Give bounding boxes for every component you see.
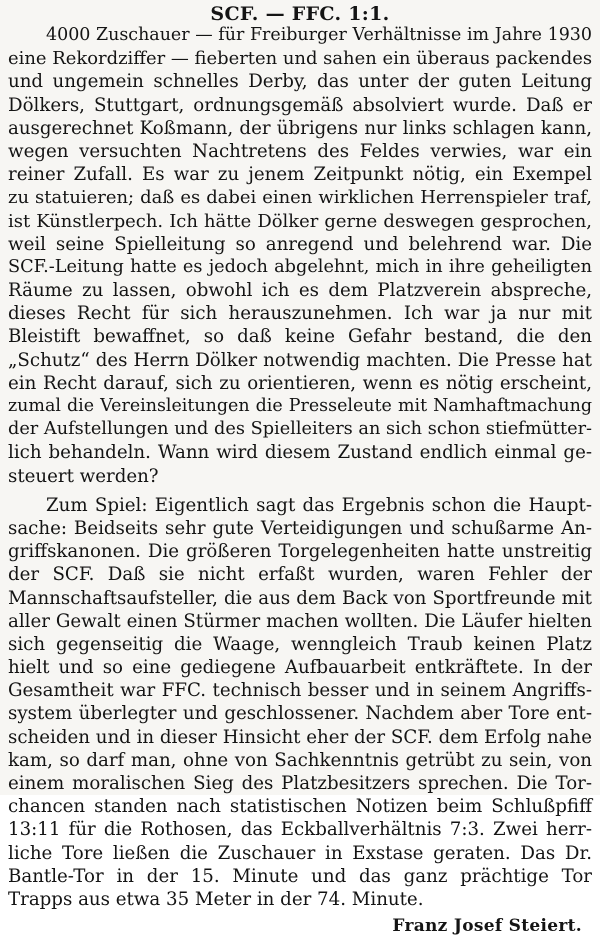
text-line: 4000 Zuschauer — für Freiburger Verhältnisse im Jahre 1930	[46, 25, 592, 45]
text-line: SCF.-Leitung hatte es jedoch abgelehnt, mich in ihre geheiligten	[8, 256, 592, 277]
text-line: kam, so darf man, ohne von Sachkenntnis getrübt zu sein, von	[8, 749, 592, 771]
text-line: der Aufstellungen und des Spielleiters an sich schon stiefmütter-	[8, 419, 592, 440]
paragraph-1	[8, 24, 592, 488]
text-line: scheiden und in dieser Hinsicht eher der SCF. dem Erfolg nahe	[8, 726, 592, 748]
text-line: hielt und so eine gediegene Aufbauarbeit entkräftete. In der	[8, 657, 592, 679]
text-line: ein Recht darauf, sich zu orientieren, wenn es nötig erscheint,	[8, 372, 592, 394]
text-line: Bantle-Tor in der 15. Minute und das ganz prächtige Tor	[8, 865, 592, 887]
text-line: einem moralischen Sieg des Platzbesitzers sprechen. Die Tor-	[8, 773, 592, 794]
text-line: chancen standen nach statistischen Notizen beim Schlußpfiff	[8, 796, 592, 818]
text-line: wegen versuchten Nachtretens des Feldes verwies, war ein	[8, 140, 592, 162]
text-line: steuert werden?	[8, 465, 159, 487]
text-line: eine Rekordziffer — fieberten und sahen ein überaus packendes	[8, 48, 593, 70]
text-line: aller Gewalt einen Stürmer machen wollten. Die Läufer hielten	[8, 610, 592, 632]
text-line: zu statuieren; daß es dabei einen wirklichen Herrenspieler traf,	[8, 187, 592, 209]
text-line: der SCF. Daß sie nicht erfaßt wurden, waren Fehler der	[8, 564, 592, 586]
paragraph-2	[8, 494, 592, 911]
text-line: „Schutz“ des Herrn Dölker notwendig machten. Die Presse hat	[8, 349, 592, 371]
text-line: zumal die Vereinsleitungen die Presseleute mit Namhaftmachung	[8, 396, 592, 416]
article-title: SCF. — FFC. 1:1.	[210, 3, 390, 25]
text-line: griffskanonen. Die größeren Torgelegenheiten hatte unstreitig	[8, 541, 592, 563]
text-line: Räume zu lassen, obwohl ich es dem Platzverein abspreche,	[8, 280, 592, 302]
text-line: dieses Recht für sich herauszunehmen. Ich war ja nur mit	[8, 303, 592, 325]
text-line: Dölkers, Stuttgart, ordnungsgemäß absolviert wurde. Daß er	[8, 94, 592, 116]
text-line: Bleistift bewaffnet, so daß keine Gefahr bestand, die den	[8, 326, 592, 348]
text-line: sache: Beidseits sehr gute Verteidigungen und schußarme An-	[8, 517, 592, 539]
text-line: reiner Zufall. Es war zu jenem Zeitpunkt nötig, ein Exempel	[8, 164, 592, 186]
text-line: weil seine Spielleitung so anregend und belehrend war. Die	[8, 233, 592, 255]
author-byline: Franz Josef Steiert.	[392, 916, 582, 937]
text-line: 13:11 für die Rothosen, das Eckballverhältnis 7:3. Zwei herr-	[8, 819, 592, 841]
text-line: lich behandeln. Wann wird diesem Zustand endlich einmal ge-	[8, 442, 592, 464]
text-line: system überlegter und geschlossener. Nachdem aber Tore ent-	[8, 703, 592, 725]
text-line: ausgerechnet Koßmann, der übrigens nur links schlagen kann,	[8, 117, 592, 139]
text-line: Trapps aus etwa 35 Meter in der 74. Minute.	[8, 888, 424, 910]
text-line: Zum Spiel: Eigentlich sagt das Ergebnis schon die Haupt-	[46, 494, 592, 516]
text-line: ist Künstlerpech. Ich hätte Dölker gerne deswegen gesprochen,	[8, 210, 592, 232]
text-line: und ungemein schnelles Derby, das unter der guten Leitung	[8, 71, 592, 93]
text-line: sich gegenseitig die Waage, wenngleich Traub keinen Platz	[8, 633, 592, 655]
text-line: Mannschaftsaufsteller, die aus dem Back von Sportfreunde mit	[8, 587, 592, 609]
text-line: Gesamtheit war FFC. technisch besser und in seinem Angriffs-	[8, 680, 592, 702]
text-line: liche Tore ließen die Zuschauer in Exstase geraten. Das Dr.	[8, 842, 592, 864]
